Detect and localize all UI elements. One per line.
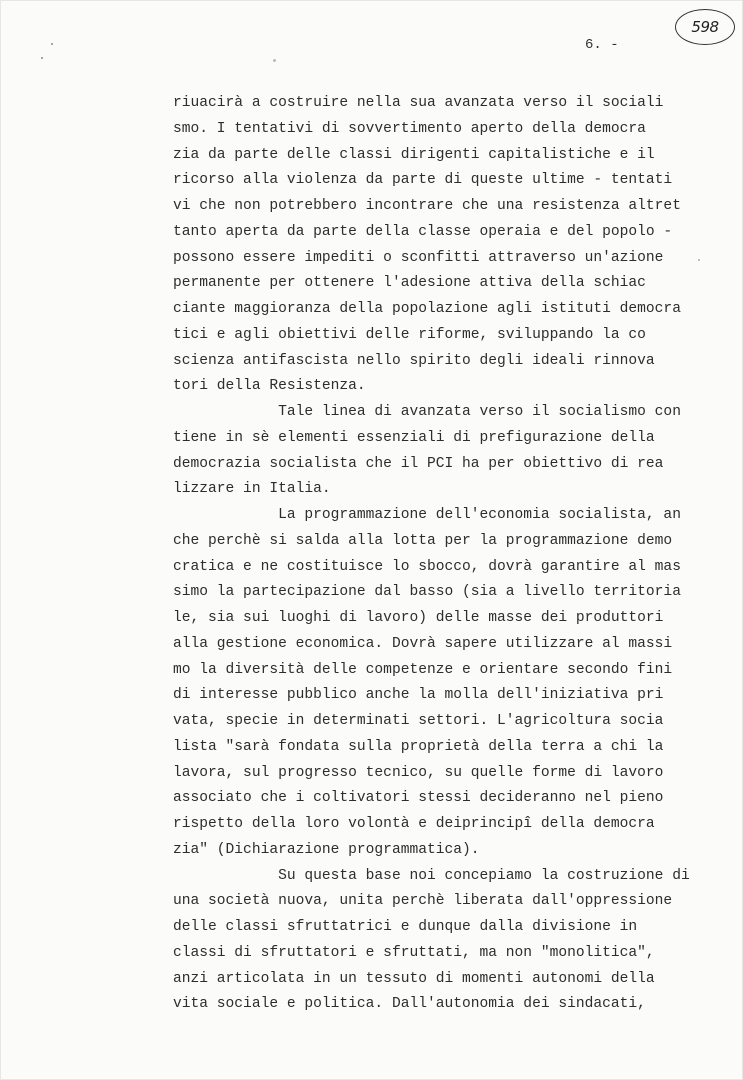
text-line: zia" (Dichiarazione programmatica). <box>173 841 480 858</box>
text-line: una società nuova, unita perchè liberata dall'oppressione <box>173 893 673 910</box>
text-line: lavora, sul progresso tecnico, su quelle forme di lavoro <box>173 764 664 781</box>
text-line: alla gestione economica. Dovrà sapere utilizzare al massi <box>173 635 673 652</box>
text-line: vita sociale e politica. Dall'autonomia dei sindacati, <box>173 996 646 1013</box>
text-line: anzi articolata in un tessuto di momenti autonomi della <box>173 970 655 987</box>
text-line: lista "sarà fondata sulla proprietà della terra a chi la <box>173 738 664 755</box>
text-line: riuacirà a costruire nella sua avanzata verso il sociali <box>173 95 664 111</box>
paragraph-start-line: Su questa base noi concepiamo la costruzione di <box>173 867 690 884</box>
text-line: permanente per ottenere l'adesione attiva della schiac <box>173 275 646 292</box>
text-line: tori della Resistenza. <box>173 378 366 395</box>
body-text <box>173 91 690 1018</box>
text-line: che perchè si salda alla lotta per la programmazione demo <box>173 532 673 549</box>
text-line: simo la partecipazione dal basso (sia a livello territoria <box>173 584 681 601</box>
text-line: ciante maggioranza della popolazione agli istituti democra <box>173 301 681 317</box>
text-line: classi di sfruttatori e sfruttati, ma non "monolitica", <box>173 944 655 961</box>
text-line: mo la diversità delle competenze e orientare secondo fini <box>173 661 673 678</box>
text-line: democrazia socialista che il PCI ha per obiettivo di rea <box>173 455 664 472</box>
text-line: tici e agli obiettivi delle riforme, sviluppando la co <box>173 326 646 343</box>
text-line: tanto aperta da parte della classe operaia e del popolo - <box>173 223 673 240</box>
text-line: ricorso alla violenza da parte di queste ultime - tentati <box>173 172 673 189</box>
text-line: lizzare in Italia. <box>173 481 331 498</box>
text-line: vata, specie in determinati settori. L'agricoltura socia <box>173 713 664 729</box>
paragraph-start-line: La programmazione dell'economia socialista, an <box>173 507 681 523</box>
text-line: smo. I tentativi di sovvertimento aperto della democra <box>173 120 646 137</box>
text-line: scienza antifascista nello spirito degli ideali rinnova <box>173 352 655 369</box>
text-line: cratica e ne costituisce lo sbocco, dovrà garantire al mas <box>173 558 681 575</box>
paper-speck <box>273 59 276 62</box>
paper-speck <box>41 57 43 59</box>
text-line: associato che i coltivatori stessi decideranno nel pieno <box>173 790 664 807</box>
archive-stamp: 598 <box>675 9 735 45</box>
paragraph-start-line: Tale linea di avanzata verso il socialismo con <box>173 404 681 420</box>
page-number: 6. - <box>585 37 619 53</box>
text-line: rispetto della loro volontà e deiprincipî della democra <box>173 816 655 832</box>
text-line: vi che non potrebbero incontrare che una resistenza altret <box>173 198 681 214</box>
text-line: tiene in sè elementi essenziali di prefigurazione della <box>173 429 655 446</box>
text-line: le, sia sui luoghi di lavoro) delle masse dei produttori <box>173 610 664 626</box>
text-line: di interesse pubblico anche la molla dell'iniziativa pri <box>173 687 664 704</box>
text-line: possono essere impediti o sconfitti attraverso un'azione <box>173 249 664 266</box>
paper-speck <box>698 259 700 261</box>
paper-speck <box>51 43 53 45</box>
text-line: zia da parte delle classi dirigenti capitalistiche e il <box>173 146 655 163</box>
text-line: delle classi sfruttatrici e dunque dalla divisione in <box>173 919 638 935</box>
